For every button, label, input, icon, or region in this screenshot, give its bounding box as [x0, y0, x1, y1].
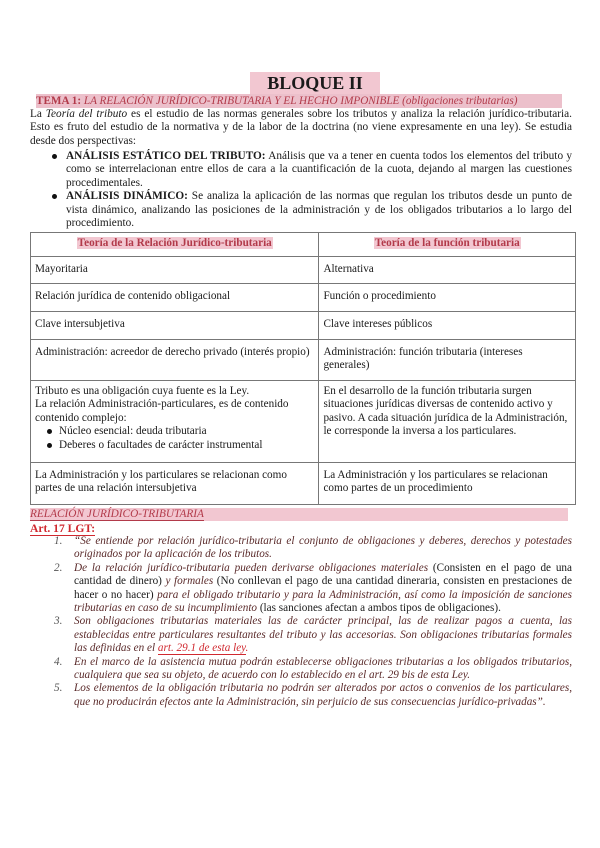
perspective-text: Análisis que va a tener en cuenta todos los elementos del tributo y como se interrelacionan entre ellos de cara a la cuantificación de la cuota, dejando al margen las cuestiones procedimentales. — [66, 150, 572, 189]
article-item-number: 2. — [54, 561, 63, 574]
complex-line: Tributo es una obligación cuya fuente es la Ley. — [35, 385, 250, 397]
article-item — [30, 656, 572, 683]
table-row — [31, 340, 576, 381]
article-item — [30, 535, 572, 562]
perspective-dynamic — [30, 190, 572, 230]
complex-line: La relación Administración-particulares, es de contenido contenido complejo: — [35, 398, 289, 424]
complex-sublist — [35, 425, 314, 452]
article-reference: art. 29.1 de esta ley — [157, 642, 246, 655]
perspective-title: ANÁLISIS ESTÁTICO DEL TRIBUTO: — [66, 150, 266, 162]
intro-paragraph — [30, 108, 572, 148]
topic-heading — [36, 94, 562, 108]
article-text: Los elementos de la obligación tributaria no podrán ser alterados por actos o convenios de los particulares, que no producirán efectos ante la Administración, sin perjuicio de sus consecuencias jurídico-privadas”. — [74, 682, 572, 708]
article-item-number: 1. — [54, 535, 63, 547]
article-link-text — [158, 642, 246, 655]
header-cell: Teoría de la Relación Jurídico-tributaria — [31, 233, 319, 257]
article-text: De la relación jurídico-tributaria pueden derivarse obligaciones materiales — [74, 561, 429, 574]
article-item-number: 4. — [54, 655, 63, 668]
complex-subitem: Deberes o facultades de carácter instrumental — [35, 439, 314, 452]
header-cell: Teoría de la función tributaria — [319, 233, 576, 257]
article-item-number: 3. — [54, 615, 63, 628]
article-text: para el obligado tributario y para la Administración, así como la imposición de sanciones tributarias en caso de su incumplimiento — [74, 588, 572, 615]
table-row — [31, 312, 576, 340]
perspective-text: Se analiza la aplicación de las normas que regulan los tributos desde un punto de vista dinámico, analizando las posiciones de la administración y de los obligados tributarios a lo largo del procedimiento. — [66, 190, 572, 230]
table-cell-complex — [31, 381, 319, 463]
table-cell: La Administración y los particulares se relacionan como partes de una relación intersubjetiva — [31, 463, 319, 505]
article-item — [30, 682, 572, 709]
article-text: (Consisten en el pago de una cantidad de dinero) — [74, 561, 572, 588]
table-cell: Administración: acreedor de derecho privado (interés propio) — [31, 340, 319, 381]
article-text: . — [245, 642, 249, 655]
article-text: (No conllevan el pago de una cantidad dineraria, consisten en prestaciones de hacer o no hacer) — [74, 575, 572, 601]
table-row — [31, 257, 576, 284]
table-row — [31, 381, 576, 463]
table-cell: Función o procedimiento — [319, 284, 576, 312]
table-cell: La Administración y los particulares se relacionan como partes de un procedimiento — [319, 463, 576, 505]
perspectives-list — [30, 150, 572, 230]
article-text: (las sanciones afectan a ambos tipos de obligaciones). — [257, 602, 501, 615]
table-cell: En el desarrollo de la función tributaria surgen situaciones jurídicas diversas de contenido activo y pasivo. A cada situación jurídica de la Administración, le corresponde la inversa a los particulares. — [319, 381, 576, 463]
block-title: BLOQUE II — [250, 72, 380, 94]
table-cell: Relación jurídica de contenido obligacional — [31, 284, 319, 312]
intro-text-rest: es el estudio de las normas generales sobre los tributos y analiza la relación jurídico-tributaria. Esto es fruto del estudio de la normativa y de la labor de la doctrina (no viene expresamente en una ley). Se estudia desde dos perspectivas: — [30, 108, 572, 147]
complex-subitem: Núcleo esencial: deuda tributaria — [35, 425, 314, 438]
article-text: Son obligaciones tributarias materiales las de carácter principal, las de realizar pagos a cuenta, las establecidas entre particulares resultantes del tributo y las accesorias. Son obligaciones tributarias formales las definidas en el — [74, 615, 572, 655]
table-cell: Mayoritaria — [31, 257, 319, 284]
article-text: En el marco de la asistencia mutua podrán establecerse obligaciones tributarias a los obligados tributarios, cualquiera que sea su objeto, de acuerdo con lo establecido en el art. 29 bis de esta Ley. — [74, 655, 572, 682]
comparison-table — [30, 232, 576, 505]
article-item-number: 5. — [54, 682, 63, 695]
intro-text-start: La — [30, 108, 46, 120]
table-cell: Clave intereses públicos — [319, 312, 576, 340]
article-heading: Art. 17 LGT: — [30, 522, 96, 535]
topic-label: TEMA 1: — [36, 95, 82, 107]
table-header-row — [31, 233, 576, 257]
article-items — [30, 535, 572, 709]
article-item — [30, 562, 572, 616]
article-text: y formales — [165, 575, 214, 588]
perspective-title: ANÁLISIS DINÁMICO: — [66, 190, 188, 203]
section-heading: RELACIÓN JURÍDICO-TRIBUTARIA — [30, 508, 568, 521]
table-row — [31, 284, 576, 312]
perspective-static — [30, 150, 572, 190]
article-item — [30, 615, 572, 655]
table-cell: Alternativa — [319, 257, 576, 284]
article-text: “Se entiende por relación jurídico-tributaria el conjunto de obligaciones y deberes, derechos y potestades originados por la aplicación de los tributos. — [74, 535, 572, 561]
intro-term: Teoría del tributo — [45, 108, 128, 120]
topic-title: LA RELACIÓN JURÍDICO-TRIBUTARIA Y EL HECHO IMPONIBLE (obligaciones tributarias) — [83, 95, 518, 107]
table-cell: Clave intersubjetiva — [31, 312, 319, 340]
table-row — [31, 463, 576, 505]
table-cell: Administración: función tributaria (intereses generales) — [319, 340, 576, 381]
